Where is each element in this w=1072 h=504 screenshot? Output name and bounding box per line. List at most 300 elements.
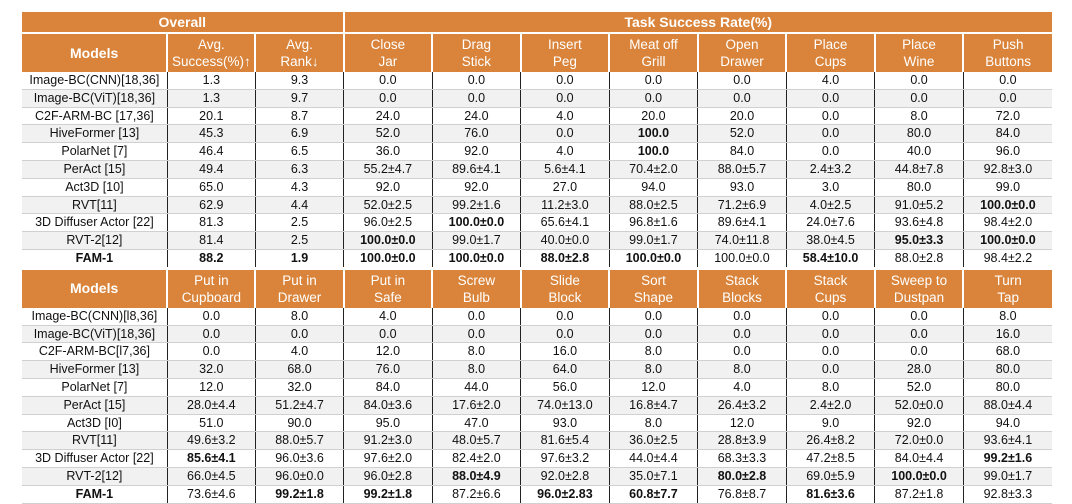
- column-header-place-cups: [786, 33, 875, 72]
- model-name-cell: Image-BC(ViT)[18,36]: [22, 89, 167, 107]
- column-header-open-drawer: [698, 33, 787, 72]
- column-header-line2: Tap: [997, 289, 1020, 305]
- value-cell: 84.0: [344, 378, 433, 396]
- column-header-line1: Put in: [194, 272, 229, 288]
- value-cell: 94.0: [609, 178, 698, 196]
- value-cell: 52.0: [875, 378, 964, 396]
- value-cell: 0.0: [521, 308, 610, 325]
- column-header-line1: Push: [992, 37, 1024, 52]
- model-name-cell: PolarNet [7]: [22, 143, 167, 161]
- column-header-line1: Sort: [641, 272, 666, 288]
- models-header: Models: [22, 33, 167, 72]
- column-header-avg-success: [167, 33, 255, 72]
- table-row: [22, 232, 1052, 250]
- value-cell: 93.0: [521, 414, 610, 432]
- value-cell: 84.0: [698, 143, 787, 161]
- value-cell: 0.0: [432, 308, 521, 325]
- value-cell: 65.6±4.1: [521, 214, 610, 232]
- value-cell: 93.6±4.1: [963, 432, 1052, 450]
- value-cell: 100.0±0.0: [963, 232, 1052, 250]
- value-cell: 0.0: [432, 89, 521, 107]
- value-cell: 17.6±2.0: [432, 396, 521, 414]
- value-cell: 3.0: [786, 178, 875, 196]
- table-row: [22, 396, 1052, 414]
- value-cell: 0.0: [609, 325, 698, 343]
- value-cell: 99.2±1.6: [432, 196, 521, 214]
- column-header-stack-blocks: [698, 268, 787, 308]
- value-cell: 8.0: [698, 361, 787, 379]
- value-cell: 0.0: [875, 308, 964, 325]
- value-cell: 0.0: [698, 325, 787, 343]
- value-cell: 8.0: [609, 361, 698, 379]
- value-cell: 8.0: [963, 308, 1052, 325]
- value-cell: 100.0: [609, 143, 698, 161]
- column-header-turn-tap: [963, 268, 1052, 308]
- value-cell: 28.0±4.4: [167, 396, 255, 414]
- value-cell: 28.0: [875, 361, 964, 379]
- column-header-line2: Success(%)↑: [171, 54, 251, 69]
- value-cell: 74.0±11.8: [698, 232, 787, 250]
- value-cell: 44.0: [432, 378, 521, 396]
- value-cell: 88.0±5.7: [698, 160, 787, 178]
- value-cell: 0.0: [255, 325, 343, 343]
- model-name-cell: HiveFormer [13]: [22, 125, 167, 143]
- value-cell: 70.4±2.0: [609, 160, 698, 178]
- value-cell: 99.0±1.7: [432, 232, 521, 250]
- value-cell: 100.0±0.0: [344, 249, 433, 268]
- model-name-cell: FAM-1: [22, 485, 167, 503]
- value-cell: 51.2±4.7: [255, 396, 343, 414]
- value-cell: 28.8±3.9: [698, 432, 787, 450]
- model-name-cell: 3D Diffuser Actor [22]: [22, 450, 167, 468]
- column-header-drag-stick: [432, 33, 521, 72]
- column-header-line2: Dustpan: [893, 289, 945, 305]
- value-cell: 89.6±4.1: [698, 214, 787, 232]
- value-cell: 0.0: [521, 72, 610, 89]
- value-cell: 71.2±6.9: [698, 196, 787, 214]
- value-cell: 20.0: [609, 107, 698, 125]
- column-header-meat-off-grill: [609, 33, 698, 72]
- value-cell: 0.0: [786, 107, 875, 125]
- value-cell: 68.0: [255, 361, 343, 379]
- column-header-line2: Jar: [378, 54, 398, 69]
- value-cell: 60.8±7.7: [609, 485, 698, 503]
- value-cell: 81.3: [167, 214, 255, 232]
- value-cell: 9.3: [255, 72, 343, 89]
- models-header: Models: [22, 268, 167, 308]
- value-cell: 85.6±4.1: [167, 450, 255, 468]
- column-header-line2: Wine: [903, 54, 935, 69]
- column-header-line2: Cups: [814, 54, 847, 69]
- column-header-line1: Sweep to: [890, 272, 948, 288]
- table-row: [22, 89, 1052, 107]
- column-header-line2: Cupboard: [181, 289, 241, 305]
- value-cell: 84.0±3.6: [344, 396, 433, 414]
- column-header-slide-block: [521, 268, 610, 308]
- value-cell: 88.0±4.4: [963, 396, 1052, 414]
- model-name-cell: RVT-2[12]: [22, 232, 167, 250]
- value-cell: 12.0: [698, 414, 787, 432]
- value-cell: 92.0: [432, 143, 521, 161]
- value-cell: 91.0±5.2: [875, 196, 964, 214]
- value-cell: 11.2±3.0: [521, 196, 610, 214]
- value-cell: 100.0±0.0: [344, 232, 433, 250]
- value-cell: 32.0: [167, 361, 255, 379]
- value-cell: 80.0: [963, 361, 1052, 379]
- value-cell: 48.0±5.7: [432, 432, 521, 450]
- value-cell: 87.2±6.6: [432, 485, 521, 503]
- value-cell: 97.6±3.2: [521, 450, 610, 468]
- value-cell: 16.8±4.7: [609, 396, 698, 414]
- table-row: [22, 125, 1052, 143]
- column-header-line1: Drag: [461, 37, 492, 52]
- model-name-cell: Image-BC(CNN)[l8,36]: [22, 308, 167, 325]
- column-header-sort-shape: [609, 268, 698, 308]
- column-header-line2: Block: [548, 289, 582, 305]
- column-header-sweep-to-dustpan: [875, 268, 964, 308]
- value-cell: 97.6±2.0: [344, 450, 433, 468]
- column-header-line2: Safe: [373, 289, 402, 305]
- value-cell: 88.2: [167, 249, 255, 268]
- value-cell: 80.0: [875, 178, 964, 196]
- model-name-cell: FAM-1: [22, 249, 167, 268]
- group-overall: Overall: [22, 12, 344, 33]
- column-header-line2: Bulb: [462, 289, 490, 305]
- column-header-line2: Drawer: [720, 54, 764, 69]
- value-cell: 24.0: [432, 107, 521, 125]
- column-header-put-in-cupboard: [167, 268, 255, 308]
- value-cell: 40.0: [875, 143, 964, 161]
- value-cell: 88.0±5.7: [255, 432, 343, 450]
- value-cell: 99.0±1.7: [609, 232, 698, 250]
- value-cell: 46.4: [167, 143, 255, 161]
- value-cell: 12.0: [609, 378, 698, 396]
- task-success-table: [22, 12, 1052, 504]
- value-cell: 8.0: [255, 308, 343, 325]
- value-cell: 0.0: [698, 72, 787, 89]
- value-cell: 26.4±3.2: [698, 396, 787, 414]
- column-header-line1: Meat off: [629, 37, 678, 52]
- value-cell: 51.0: [167, 414, 255, 432]
- value-cell: 99.2±1.8: [255, 485, 343, 503]
- value-cell: 76.0: [432, 125, 521, 143]
- value-cell: 92.0: [432, 178, 521, 196]
- value-cell: 0.0: [432, 72, 521, 89]
- top-table-body: [22, 72, 1052, 268]
- column-header-line1: Avg.: [197, 37, 225, 52]
- column-header-line1: Insert: [548, 37, 582, 52]
- value-cell: 0.0: [344, 72, 433, 89]
- value-cell: 0.0: [432, 325, 521, 343]
- value-cell: 40.0±0.0: [521, 232, 610, 250]
- value-cell: 90.0: [255, 414, 343, 432]
- column-header-line2: Grill: [641, 54, 666, 69]
- value-cell: 62.9: [167, 196, 255, 214]
- value-cell: 98.4±2.2: [963, 249, 1052, 268]
- column-header-line1: Screw: [457, 272, 496, 288]
- value-cell: 0.0: [786, 143, 875, 161]
- value-cell: 8.0: [609, 343, 698, 361]
- value-cell: 0.0: [786, 361, 875, 379]
- table-row: [22, 143, 1052, 161]
- value-cell: 8.0: [875, 107, 964, 125]
- value-cell: 52.0: [344, 125, 433, 143]
- value-cell: 66.0±4.5: [167, 467, 255, 485]
- bottom-table-body: [22, 308, 1052, 503]
- value-cell: 99.2±1.8: [344, 485, 433, 503]
- value-cell: 81.6±3.6: [786, 485, 875, 503]
- value-cell: 6.3: [255, 160, 343, 178]
- value-cell: 58.4±10.0: [786, 249, 875, 268]
- model-name-cell: PerAct [15]: [22, 160, 167, 178]
- value-cell: 1.3: [167, 89, 255, 107]
- table-row: [22, 325, 1052, 343]
- value-cell: 2.4±3.2: [786, 160, 875, 178]
- column-header-line1: Open: [725, 37, 759, 52]
- value-cell: 4.0: [521, 143, 610, 161]
- value-cell: 5.6±4.1: [521, 160, 610, 178]
- column-header-line1: Avg.: [286, 37, 313, 52]
- value-cell: 0.0: [521, 125, 610, 143]
- value-cell: 36.0±2.5: [609, 432, 698, 450]
- value-cell: 88.0±2.5: [609, 196, 698, 214]
- group-header-row: [22, 12, 1052, 33]
- value-cell: 8.0: [432, 361, 521, 379]
- value-cell: 81.6±5.4: [521, 432, 610, 450]
- value-cell: 99.0±1.7: [963, 467, 1052, 485]
- value-cell: 68.0: [963, 343, 1052, 361]
- value-cell: 12.0: [167, 378, 255, 396]
- model-name-cell: PerAct [15]: [22, 396, 167, 414]
- column-header-close-jar: [344, 33, 433, 72]
- value-cell: 49.6±3.2: [167, 432, 255, 450]
- value-cell: 8.0: [609, 414, 698, 432]
- value-cell: 12.0: [344, 343, 433, 361]
- model-name-cell: HiveFormer [13]: [22, 361, 167, 379]
- value-cell: 93.0: [698, 178, 787, 196]
- value-cell: 88.0±2.8: [875, 249, 964, 268]
- value-cell: 98.4±2.0: [963, 214, 1052, 232]
- value-cell: 100.0±0.0: [432, 249, 521, 268]
- value-cell: 27.0: [521, 178, 610, 196]
- value-cell: 55.2±4.7: [344, 160, 433, 178]
- table-row: [22, 308, 1052, 325]
- value-cell: 94.0: [963, 414, 1052, 432]
- value-cell: 96.0±0.0: [255, 467, 343, 485]
- value-cell: 0.0: [698, 343, 787, 361]
- value-cell: 0.0: [786, 325, 875, 343]
- value-cell: 2.4±2.0: [786, 396, 875, 414]
- value-cell: 0.0: [609, 89, 698, 107]
- value-cell: 4.0±2.5: [786, 196, 875, 214]
- column-header-line1: Slide: [549, 272, 580, 288]
- value-cell: 100.0±0.0: [432, 214, 521, 232]
- value-cell: 44.8±7.8: [875, 160, 964, 178]
- value-cell: 6.9: [255, 125, 343, 143]
- value-cell: 4.3: [255, 178, 343, 196]
- value-cell: 96.0±2.5: [344, 214, 433, 232]
- value-cell: 73.6±4.6: [167, 485, 255, 503]
- value-cell: 82.4±2.0: [432, 450, 521, 468]
- value-cell: 0.0: [521, 325, 610, 343]
- value-cell: 0.0: [698, 308, 787, 325]
- value-cell: 0.0: [875, 343, 964, 361]
- model-name-cell: Image-BC(CNN)[18,36]: [22, 72, 167, 89]
- value-cell: 9.0: [786, 414, 875, 432]
- table-row: [22, 485, 1052, 503]
- value-cell: 74.0±13.0: [521, 396, 610, 414]
- value-cell: 8.0: [432, 343, 521, 361]
- table-row: [22, 467, 1052, 485]
- value-cell: 0.0: [786, 308, 875, 325]
- column-header-put-in-safe: [344, 268, 433, 308]
- top-column-header-row: [22, 33, 1052, 72]
- value-cell: 89.6±4.1: [432, 160, 521, 178]
- value-cell: 0.0: [344, 89, 433, 107]
- value-cell: 93.6±4.8: [875, 214, 964, 232]
- value-cell: 8.7: [255, 107, 343, 125]
- value-cell: 47.0: [432, 414, 521, 432]
- value-cell: 92.0: [875, 414, 964, 432]
- model-name-cell: RVT-2[12]: [22, 467, 167, 485]
- value-cell: 49.4: [167, 160, 255, 178]
- value-cell: 100.0: [609, 125, 698, 143]
- value-cell: 35.0±7.1: [609, 467, 698, 485]
- value-cell: 99.2±1.6: [963, 450, 1052, 468]
- value-cell: 0.0: [698, 89, 787, 107]
- table-row: [22, 196, 1052, 214]
- value-cell: 0.0: [875, 72, 964, 89]
- table-row: [22, 107, 1052, 125]
- value-cell: 91.2±3.0: [344, 432, 433, 450]
- value-cell: 36.0: [344, 143, 433, 161]
- column-header-line1: Put in: [282, 272, 317, 288]
- value-cell: 0.0: [963, 89, 1052, 107]
- table-row: [22, 214, 1052, 232]
- value-cell: 88.0±4.9: [432, 467, 521, 485]
- column-header-line1: Turn: [994, 272, 1022, 288]
- model-name-cell: RVT[11]: [22, 432, 167, 450]
- column-header-line2: Buttons: [985, 54, 1032, 69]
- table-row: [22, 178, 1052, 196]
- value-cell: 87.2±1.8: [875, 485, 964, 503]
- column-header-line1: Stack: [725, 272, 759, 288]
- value-cell: 92.0±2.8: [521, 467, 610, 485]
- column-header-push-buttons: [963, 33, 1052, 72]
- value-cell: 0.0: [786, 89, 875, 107]
- table-row: [22, 361, 1052, 379]
- value-cell: 52.0: [698, 125, 787, 143]
- column-header-stack-cups: [786, 268, 875, 308]
- value-cell: 88.0±2.8: [521, 249, 610, 268]
- value-cell: 38.0±4.5: [786, 232, 875, 250]
- value-cell: 76.0: [344, 361, 433, 379]
- value-cell: 100.0±0.0: [698, 249, 787, 268]
- value-cell: 1.3: [167, 72, 255, 89]
- value-cell: 52.0±0.0: [875, 396, 964, 414]
- model-name-cell: PolarNet [7]: [22, 378, 167, 396]
- value-cell: 96.0±3.6: [255, 450, 343, 468]
- value-cell: 2.5: [255, 214, 343, 232]
- value-cell: 0.0: [167, 325, 255, 343]
- table-row: [22, 432, 1052, 450]
- value-cell: 100.0±0.0: [875, 467, 964, 485]
- value-cell: 0.0: [963, 72, 1052, 89]
- value-cell: 72.0: [963, 107, 1052, 125]
- value-cell: 69.0±5.9: [786, 467, 875, 485]
- column-header-line2: Peg: [552, 54, 577, 69]
- column-header-put-in-drawer: [255, 268, 343, 308]
- column-header-line2: Cups: [814, 289, 847, 305]
- value-cell: 68.3±3.3: [698, 450, 787, 468]
- column-header-line1: Stack: [813, 272, 848, 288]
- value-cell: 84.0±4.4: [875, 450, 964, 468]
- value-cell: 80.0±2.8: [698, 467, 787, 485]
- model-name-cell: C2F-ARM-BC[l7,36]: [22, 343, 167, 361]
- value-cell: 95.0±3.3: [875, 232, 964, 250]
- value-cell: 45.3: [167, 125, 255, 143]
- value-cell: 84.0: [963, 125, 1052, 143]
- column-header-line1: Place: [902, 37, 936, 52]
- value-cell: 100.0±0.0: [963, 196, 1052, 214]
- value-cell: 0.0: [344, 325, 433, 343]
- value-cell: 20.1: [167, 107, 255, 125]
- value-cell: 0.0: [167, 343, 255, 361]
- model-name-cell: Image-BC(ViT)[18,36]: [22, 325, 167, 343]
- column-header-insert-peg: [521, 33, 610, 72]
- value-cell: 0.0: [786, 125, 875, 143]
- value-cell: 24.0±7.6: [786, 214, 875, 232]
- value-cell: 4.4: [255, 196, 343, 214]
- value-cell: 0.0: [786, 343, 875, 361]
- value-cell: 80.0: [963, 378, 1052, 396]
- value-cell: 76.8±8.7: [698, 485, 787, 503]
- value-cell: 92.0: [344, 178, 433, 196]
- value-cell: 4.0: [698, 378, 787, 396]
- value-cell: 4.0: [344, 308, 433, 325]
- column-header-line2: Rank↓: [280, 54, 319, 69]
- value-cell: 32.0: [255, 378, 343, 396]
- value-cell: 80.0: [875, 125, 964, 143]
- column-header-line2: Shape: [633, 289, 673, 305]
- results-table-container: [22, 12, 1052, 504]
- value-cell: 0.0: [609, 308, 698, 325]
- value-cell: 72.0±0.0: [875, 432, 964, 450]
- value-cell: 0.0: [875, 325, 964, 343]
- value-cell: 96.0±2.8: [344, 467, 433, 485]
- model-name-cell: C2F-ARM-BC [17,36]: [22, 107, 167, 125]
- column-header-line2: Stick: [461, 54, 492, 69]
- group-task-success: Task Success Rate(%): [344, 12, 1052, 33]
- value-cell: 26.4±8.2: [786, 432, 875, 450]
- column-header-line2: Blocks: [722, 289, 762, 305]
- table-row: [22, 249, 1052, 268]
- value-cell: 92.8±3.3: [963, 485, 1052, 503]
- table-row: [22, 378, 1052, 396]
- column-header-screw-bulb: [432, 268, 521, 308]
- value-cell: 92.8±3.0: [963, 160, 1052, 178]
- value-cell: 24.0: [344, 107, 433, 125]
- value-cell: 47.2±8.5: [786, 450, 875, 468]
- table-row: [22, 414, 1052, 432]
- value-cell: 0.0: [875, 89, 964, 107]
- table-row: [22, 343, 1052, 361]
- value-cell: 44.0±4.4: [609, 450, 698, 468]
- value-cell: 56.0: [521, 378, 610, 396]
- table-row: [22, 72, 1052, 89]
- column-header-line1: Put in: [370, 272, 406, 288]
- value-cell: 0.0: [521, 89, 610, 107]
